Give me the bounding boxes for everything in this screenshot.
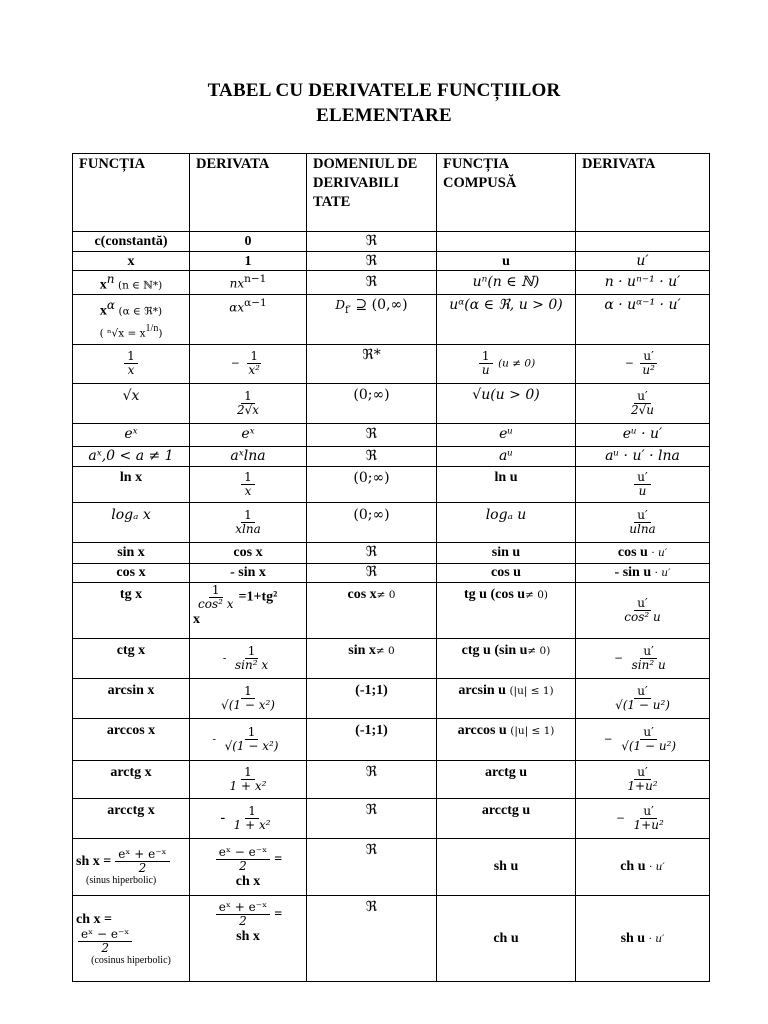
fraction-den: u	[481, 363, 490, 378]
cell-domain: ℜ	[307, 798, 437, 838]
table-row	[73, 582, 710, 638]
derivatives-table	[72, 153, 710, 982]
cell-composite	[437, 232, 576, 252]
fraction-den: x²	[248, 363, 260, 378]
fn-condition: (α ∈ ℜ*)	[118, 305, 163, 318]
cell-derivative	[190, 838, 307, 895]
d-rest: =1+tg²	[238, 589, 278, 605]
fraction-den: 2	[101, 940, 110, 955]
table-row	[73, 638, 710, 678]
table-row	[73, 563, 710, 582]
fraction	[227, 766, 270, 793]
cell-composite-derivative	[576, 638, 710, 678]
cell-composite: arctg u	[437, 760, 576, 798]
cell-composite-derivative: n · uⁿ⁻¹ · u′	[576, 271, 710, 295]
fraction-den: 2	[239, 913, 247, 928]
d-exp: α−1	[244, 296, 267, 309]
fraction-den: sin² x	[234, 657, 269, 672]
cell-function: x	[73, 252, 190, 271]
cell-composite: uᵅ(α ∈ ℜ, u > 0)	[437, 294, 576, 344]
cell-derivative	[190, 294, 307, 344]
fraction-den: xlna	[235, 521, 261, 536]
d-base: nx	[229, 276, 245, 291]
cell-composite	[437, 344, 576, 383]
cell-derivative: eˣ	[190, 423, 307, 446]
cell-composite: logₐ u	[437, 502, 576, 542]
cell-composite-derivative: α · uᵅ⁻¹ · u′	[576, 294, 710, 344]
table-row	[73, 895, 710, 981]
header-derivata: DERIVATA	[190, 154, 307, 232]
cell-domain: ℜ	[307, 423, 437, 446]
table-row	[73, 252, 710, 271]
fraction	[624, 766, 660, 793]
fraction-den: √(1 − x²)	[224, 738, 279, 753]
cell-domain: ℜ	[307, 271, 437, 295]
cell-derivative	[190, 638, 307, 678]
cell-function: arccos x	[73, 718, 190, 760]
fraction-den: √(1 − u²)	[621, 738, 677, 753]
cell-composite: uⁿ(n ∈ ℕ)	[437, 271, 576, 295]
fraction	[245, 350, 263, 377]
title-line-2: ELEMENTARE	[316, 105, 452, 126]
cell-composite-derivative: u′	[576, 252, 710, 271]
table-row	[73, 294, 710, 344]
table-row	[73, 344, 710, 383]
fraction-num: 1	[245, 726, 259, 740]
sign: −	[231, 357, 240, 370]
fraction	[612, 685, 673, 712]
fn-exp: n	[106, 272, 115, 286]
cell-derivative: cos x	[190, 542, 307, 563]
fn-exp: α	[106, 297, 116, 312]
cell-derivative	[190, 760, 307, 798]
fraction-den: 1+u²	[627, 778, 658, 793]
fraction-num: u′	[634, 685, 650, 699]
cell-derivative	[190, 895, 307, 981]
fraction-num: u′	[640, 350, 656, 364]
fc-rest: ≠ 0)	[525, 588, 548, 601]
fraction-den: u	[638, 483, 647, 498]
cell-derivative	[190, 718, 307, 760]
cell-function: tg x	[73, 582, 190, 638]
fraction-num: u′	[634, 471, 650, 485]
cell-function: aˣ,0 < a ≠ 1	[73, 446, 190, 466]
table-row	[73, 271, 710, 295]
fraction-num: eˣ − e⁻ˣ	[78, 928, 132, 942]
cell-derivative	[190, 466, 307, 502]
cell-domain: ℜ	[307, 838, 437, 895]
cell-domain	[307, 294, 437, 344]
cell-composite: aᵘ	[437, 446, 576, 466]
cell-composite-derivative	[576, 563, 710, 582]
fc-main: tg u (cos u	[464, 586, 526, 602]
fraction-num: eˣ + e⁻ˣ	[115, 848, 169, 862]
cell-composite: sh u	[437, 838, 576, 895]
fraction	[234, 390, 262, 417]
dc-main: cos u	[617, 545, 648, 561]
fraction-num: 1	[241, 509, 255, 523]
table-row	[73, 423, 710, 446]
page-title	[0, 78, 768, 128]
cell-composite-derivative	[576, 678, 710, 718]
cell-composite	[437, 678, 576, 718]
cell-domain: ℜ	[307, 232, 437, 252]
d-exp: n−1	[244, 272, 267, 285]
fraction	[115, 848, 169, 875]
dom-main: cos x	[347, 586, 377, 602]
cell-composite: √u(u > 0)	[437, 383, 576, 423]
fraction-num: 1	[241, 766, 255, 780]
fraction-den: cos² u	[624, 609, 661, 624]
cell-domain: ℜ	[307, 252, 437, 271]
cell-domain: ℜ*	[307, 344, 437, 383]
cell-derivative	[190, 798, 307, 838]
dom-sub: f′	[345, 304, 352, 316]
fraction-den: ulna	[629, 521, 656, 536]
cell-domain	[307, 638, 437, 678]
cell-composite: cos u	[437, 563, 576, 582]
d-rest-2: x	[193, 611, 200, 627]
fraction-num: u′	[634, 390, 650, 404]
dom-main: sin x	[348, 642, 376, 658]
header-functia-compusa: FUNCȚIA COMPUSĂ	[437, 154, 576, 232]
dom-rest: ⊇ (0,∞)	[351, 296, 408, 313]
fraction-den: √(1 − x²)	[221, 697, 275, 712]
equals: =	[274, 851, 283, 867]
cell-derivative	[190, 344, 307, 383]
fraction	[241, 471, 255, 498]
fraction-num: eˣ + e⁻ˣ	[216, 901, 270, 915]
cell-function: arctg x	[73, 760, 190, 798]
cell-function: ctg x	[73, 638, 190, 678]
dc-rest: · u′	[648, 932, 665, 945]
sign: -	[220, 810, 226, 826]
fraction	[618, 726, 679, 753]
fraction-num: 1	[247, 350, 261, 364]
table-row	[73, 678, 710, 718]
cell-function: eˣ	[73, 423, 190, 446]
fn-base: x	[99, 277, 107, 293]
fraction-num: u′	[634, 509, 650, 523]
sign: −	[616, 812, 626, 825]
cell-domain: ℜ	[307, 542, 437, 563]
fn-base: x	[99, 303, 107, 319]
dc-rest: · u′	[648, 861, 665, 874]
fraction	[78, 928, 132, 955]
cell-composite: u	[437, 252, 576, 271]
title-line-1: TABEL CU DERIVATELE FUNCȚIILOR	[207, 80, 561, 101]
fc-rest: (|u| ≤ 1)	[510, 724, 555, 737]
cell-composite: ch u	[437, 895, 576, 981]
fraction	[479, 350, 493, 377]
fn-note: (sinus hiperbolic)	[86, 874, 157, 886]
cell-function	[73, 344, 190, 383]
cell-function	[73, 895, 190, 981]
cell-composite: sin u	[437, 542, 576, 563]
dom-rest: ≠ 0	[375, 644, 395, 657]
cell-domain: (0;∞)	[307, 502, 437, 542]
cell-composite: ln u	[437, 466, 576, 502]
fc-main: ctg u (sin u	[461, 642, 528, 658]
cell-derivative: 0	[190, 232, 307, 252]
fraction-num: u′	[640, 726, 656, 740]
fraction	[629, 645, 669, 672]
fraction-den: √(1 − u²)	[615, 697, 670, 712]
fraction	[218, 685, 278, 712]
fraction	[232, 509, 264, 536]
cell-function: ln x	[73, 466, 190, 502]
d-base: αx	[229, 300, 245, 315]
table-row	[73, 542, 710, 563]
cell-domain: (-1;1)	[307, 718, 437, 760]
fraction-den: sin² u	[631, 657, 666, 672]
header-derivata-compusa: DERIVATA	[576, 154, 710, 232]
cell-composite-derivative	[576, 895, 710, 981]
cell-derivative	[190, 383, 307, 423]
cell-function	[73, 271, 190, 295]
fraction-den: x	[127, 363, 135, 378]
cell-composite-derivative	[576, 798, 710, 838]
fraction-den: u²	[642, 363, 655, 378]
sign: -	[222, 652, 227, 665]
equals: =	[274, 906, 283, 922]
cell-composite-derivative	[576, 582, 710, 638]
d-result: ch x	[235, 873, 261, 889]
fraction-num: 1	[245, 645, 259, 659]
fraction-num: u′	[640, 805, 656, 819]
fn-root-note: ( ⁿ√x = x	[99, 327, 146, 340]
fraction	[634, 471, 650, 498]
cell-derivative	[190, 678, 307, 718]
cell-function: √x	[73, 383, 190, 423]
cell-domain: ℜ	[307, 895, 437, 981]
cell-domain: ℜ	[307, 760, 437, 798]
cell-derivative: aˣlna	[190, 446, 307, 466]
dc-main: ch u	[620, 859, 646, 875]
cell-derivative	[190, 502, 307, 542]
cell-composite: arcctg u	[437, 798, 576, 838]
fraction-num: 1	[241, 390, 255, 404]
cell-function: c(constantă)	[73, 232, 190, 252]
fn-condition: (n ∈ ℕ*)	[117, 279, 163, 292]
fraction-num: u′	[634, 597, 650, 611]
fn-note: (cosinus hiperbolic)	[91, 954, 171, 966]
fraction-den: 2	[239, 858, 247, 873]
fc-rest: (|u| ≤ 1)	[509, 684, 554, 697]
cell-composite-derivative	[576, 718, 710, 760]
fraction-den: 2√u	[630, 402, 654, 417]
cell-function: arcctg x	[73, 798, 190, 838]
sign: −	[625, 357, 634, 370]
cell-composite-derivative	[576, 760, 710, 798]
fraction-num: 1	[479, 350, 493, 364]
cell-composite-derivative: eᵘ · u′	[576, 423, 710, 446]
cell-composite: eᵘ	[437, 423, 576, 446]
cell-composite-derivative	[576, 344, 710, 383]
d-result: sh x	[236, 928, 260, 944]
cell-function	[73, 838, 190, 895]
sign: −	[614, 652, 624, 665]
dc-rest: · u′	[651, 547, 668, 560]
table-row	[73, 232, 710, 252]
fn-root-close: )	[158, 327, 163, 340]
fn-main: sh x =	[76, 853, 112, 869]
cell-composite-derivative: aᵘ · u′ · lna	[576, 446, 710, 466]
fraction-num: 1	[241, 471, 255, 485]
cell-composite-derivative	[576, 383, 710, 423]
cell-composite	[437, 638, 576, 678]
sign: −	[603, 733, 613, 746]
fraction-den: 1 + x²	[233, 817, 271, 832]
fraction-num: 1	[209, 584, 223, 598]
cell-function: arcsin x	[73, 678, 190, 718]
condition: (u ≠ 0)	[498, 357, 536, 370]
table-row	[73, 760, 710, 798]
fraction	[222, 726, 282, 753]
sign: -	[212, 733, 217, 746]
fraction-den: 1 + x²	[229, 778, 267, 793]
fraction-den: x	[244, 483, 252, 498]
table-row	[73, 383, 710, 423]
fraction	[628, 390, 657, 417]
header-domeniul: DOMENIUL DE DERIVABILI TATE	[307, 154, 437, 232]
table-row	[73, 838, 710, 895]
cell-derivative: 1	[190, 252, 307, 271]
fraction	[621, 597, 663, 624]
cell-domain: (-1;1)	[307, 678, 437, 718]
cell-domain: (0;∞)	[307, 466, 437, 502]
fraction	[639, 350, 658, 377]
dc-main: - sin u	[614, 565, 652, 581]
dom-rest: ≠ 0	[376, 588, 396, 601]
cell-domain	[307, 582, 437, 638]
fraction-den: cos² x	[198, 596, 234, 611]
fraction	[232, 645, 271, 672]
table-row	[73, 718, 710, 760]
cell-domain: ℜ	[307, 563, 437, 582]
cell-derivative	[190, 582, 307, 638]
fraction-num: 1	[245, 805, 259, 819]
cell-derivative	[190, 271, 307, 295]
cell-domain: (0;∞)	[307, 383, 437, 423]
fraction-num: eˣ − e⁻ˣ	[216, 846, 270, 860]
fraction	[231, 805, 274, 832]
fraction-num: u′	[640, 645, 656, 659]
fraction-num: 1	[124, 350, 138, 364]
cell-composite-derivative	[576, 542, 710, 563]
cell-domain: ℜ	[307, 446, 437, 466]
table-row	[73, 466, 710, 502]
fraction-den: 1+u²	[633, 817, 664, 832]
cell-composite	[437, 582, 576, 638]
fraction	[626, 509, 658, 536]
cell-composite-derivative	[576, 838, 710, 895]
cell-function: cos x	[73, 563, 190, 582]
fraction	[124, 350, 138, 377]
table-row	[73, 502, 710, 542]
cell-composite	[437, 718, 576, 760]
fraction	[216, 901, 270, 928]
cell-composite-derivative	[576, 502, 710, 542]
fraction	[631, 805, 667, 832]
dom-d: D	[335, 297, 346, 312]
cell-function: logₐ x	[73, 502, 190, 542]
cell-composite-derivative	[576, 466, 710, 502]
dc-main: sh u	[620, 930, 646, 946]
dc-rest: · u′	[654, 567, 671, 580]
fraction	[216, 846, 270, 873]
cell-function: sin x	[73, 542, 190, 563]
cell-composite-derivative	[576, 232, 710, 252]
fraction-num: u′	[634, 766, 650, 780]
fraction-den: 2	[138, 860, 147, 875]
fraction	[195, 584, 237, 611]
table-row	[73, 798, 710, 838]
fraction-num: 1	[241, 685, 255, 699]
table-header-row	[73, 154, 710, 232]
fraction-den: 2√x	[236, 402, 260, 417]
table-row	[73, 446, 710, 466]
header-functia: FUNCȚIA	[73, 154, 190, 232]
cell-derivative: - sin x	[190, 563, 307, 582]
fc-rest: ≠ 0)	[527, 644, 551, 657]
fc-main: arccos u	[457, 722, 507, 738]
fc-main: arcsin u	[458, 682, 506, 698]
cell-function	[73, 294, 190, 344]
fn-root-exp: 1/n	[145, 323, 159, 335]
fn-main: ch x =	[76, 911, 112, 927]
